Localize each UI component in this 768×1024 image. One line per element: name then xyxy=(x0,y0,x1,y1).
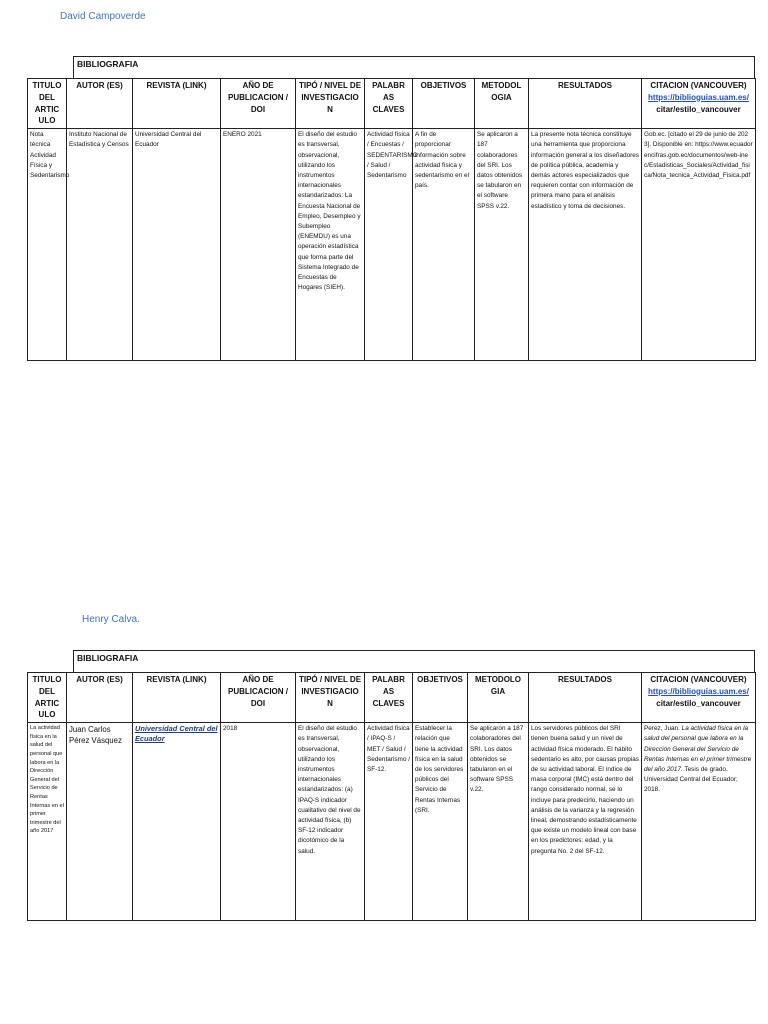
cell-objetivos: Establecer la relación que tiene la actividad física en la salud de los servidores públicos del Servicio de Rentas Internas (SRI. xyxy=(413,723,468,921)
header-anio: AÑO DE PUBLICACION / DOI xyxy=(221,79,296,129)
header-metodologia: METODOL OGIA xyxy=(475,79,529,129)
citacion-title: La actividad física en la salud del personal que labora en la Dirección General del Servicio de Rentas Internas en el primer trimestre del año 2017. xyxy=(644,725,752,773)
cell-anio: ENERO 2021 xyxy=(221,129,296,361)
cell-revista[interactable]: Universidad Central del Ecuador xyxy=(133,723,221,921)
cell-titulo: La actividad física en la salud del personal que labora en la Dirección General del Servicio de Rentas Internas en el primer trimestre del año 2017 xyxy=(28,723,67,921)
citacion-rest: Tesis de grado. Universidad Central del Ecuador; 2018. xyxy=(644,766,738,794)
header-tipo: TIPÓ / NIVEL DE INVESTIGACIO N xyxy=(296,79,365,129)
cell-resultados: Los servidores públicos del SRI tienen buena salud y un nivel de actividad física moderado. El hábito sedentario es alto, por causas propias de su actividad laboral. El índice de masa corporal (IMC) está dentro del rango considerado normal, se lo incluye para predecirlo, haciendo un análisis de la varianza y la regresión lineal, demostrando estadísticamente que existe un modelo lineal con base en los predictores: edad, y la pregunta No. 2 del SF-12. xyxy=(529,723,642,921)
header-tipo: TIPÓ / NIVEL DE INVESTIGACIO N xyxy=(296,673,365,723)
cell-metodologia: Se aplicaron a 187 colaboradores del SRI. Los datos obtenidos se tabularon en el software SPSS v.22. xyxy=(475,129,529,361)
header-autor: AUTOR (ES) xyxy=(67,79,133,129)
header-metodologia: METODOLO GIA xyxy=(468,673,529,723)
cell-titulo: Nota técnica Actividad Física y Sedentarismo xyxy=(28,129,67,361)
header-resultados: RESULTADOS xyxy=(529,79,642,129)
cell-metodologia: Se aplicaron a 187 colaboradores del SRI. Los datos obtenidos se tabularon en el software SPSS v.22. xyxy=(468,723,529,921)
cell-autor: Juan Carlos Pérez Vásquez xyxy=(67,723,133,921)
header-palabras: PALABR AS CLAVES xyxy=(365,79,413,129)
header-resultados: RESULTADOS xyxy=(529,673,642,723)
header-citacion xyxy=(642,79,756,129)
table-title: BIBLIOGRAFIA xyxy=(73,650,755,672)
bibliography-table xyxy=(27,650,755,921)
cell-tipo: El diseño del estudio es transversal, observacional, utilizando los instrumentos internacionales estandarizados: (a) IPAQ-S indicador cualitativo del nivel de actividad física, (b) SF-12 indicador dicotómico de la salud. xyxy=(296,723,365,921)
header-titulo: TITULO DEL ARTIC ULO xyxy=(28,673,67,723)
cell-autor: Instituto Nacional de Estadística y Censos xyxy=(67,129,133,361)
author-name: David Campoverde xyxy=(60,11,146,22)
citacion-label: CITACION (VANCOUVER) xyxy=(650,675,747,684)
header-titulo: TITULO DEL ARTIC ULO xyxy=(28,79,67,129)
cell-objetivos: A fin de proporcionar información sobre actividad física y sedentarismo en el país. xyxy=(413,129,475,361)
citacion-author: Perez, Juan. xyxy=(644,725,680,733)
header-revista: REVISTA (LINK) xyxy=(133,79,221,129)
cell-anio: 2018 xyxy=(221,723,296,921)
cell-revista: Universidad Central del Ecuador xyxy=(133,129,221,361)
header-row xyxy=(28,79,756,129)
header-revista: REVISTA (LINK) xyxy=(133,673,221,723)
header-objetivos: OBJETIVOS xyxy=(413,673,468,723)
header-anio: AÑO DE PUBLICACION / DOI xyxy=(221,673,296,723)
cell-citacion: Gob.ec. [citado el 29 de junio de 2023]. Disponible en: https://www.ecuadorencifras.gob.ec/documentos/web-inec/Estadisticas_Sociales/Actividad_fisica/Nota_tecnica_Actividad_Fisica.pdf xyxy=(642,129,756,361)
cell-citacion xyxy=(642,723,756,921)
table-row xyxy=(28,129,756,361)
header-palabras: PALABR AS CLAVES xyxy=(365,673,413,723)
header-citacion xyxy=(642,673,756,723)
header-row xyxy=(28,673,756,723)
author-name: Henry Calva. xyxy=(82,614,140,625)
cell-tipo: El diseño del estudio es transversal, observacional, utilizando los instrumentos internacionales estandarizados: La Encuesta Nacional de Empleo, Desempleo y Subempleo (ENEMDU) es una operación estadística que forma parte del Sistema Integrado de Encuestas de Hogares (SIEH). xyxy=(296,129,365,361)
header-autor: AUTOR (ES) xyxy=(67,673,133,723)
citacion-suffix: citar/estilo_vancouver xyxy=(656,698,741,708)
cell-palabras: Actividad física / IPAQ-S / MET / Salud / Sedentarismo / SF-12. xyxy=(365,723,413,921)
cell-palabras: Actividad física / Encuestas / SEDENTARISMO / Salud / Sedentarismo xyxy=(365,129,413,361)
bibliography-table xyxy=(27,56,755,361)
citacion-link[interactable]: https://biblioguias.uam.es/ xyxy=(648,92,749,102)
citacion-link[interactable]: https://biblioguias.uam.es/ xyxy=(648,686,749,696)
cell-resultados: La presente nota técnica constituye una herramienta que proporciona información general a los diseñadores de política pública, academia y demás actores especializados que requieren contar con información de primera mano para el análisis estadístico y toma de decisiones. xyxy=(529,129,642,361)
table-row xyxy=(28,723,756,921)
citacion-label: CITACION (VANCOUVER) xyxy=(650,81,747,90)
table-title: BIBLIOGRAFIA xyxy=(73,56,755,78)
header-objetivos: OBJETIVOS xyxy=(413,79,475,129)
citacion-suffix: citar/estilo_vancouver xyxy=(656,104,741,114)
